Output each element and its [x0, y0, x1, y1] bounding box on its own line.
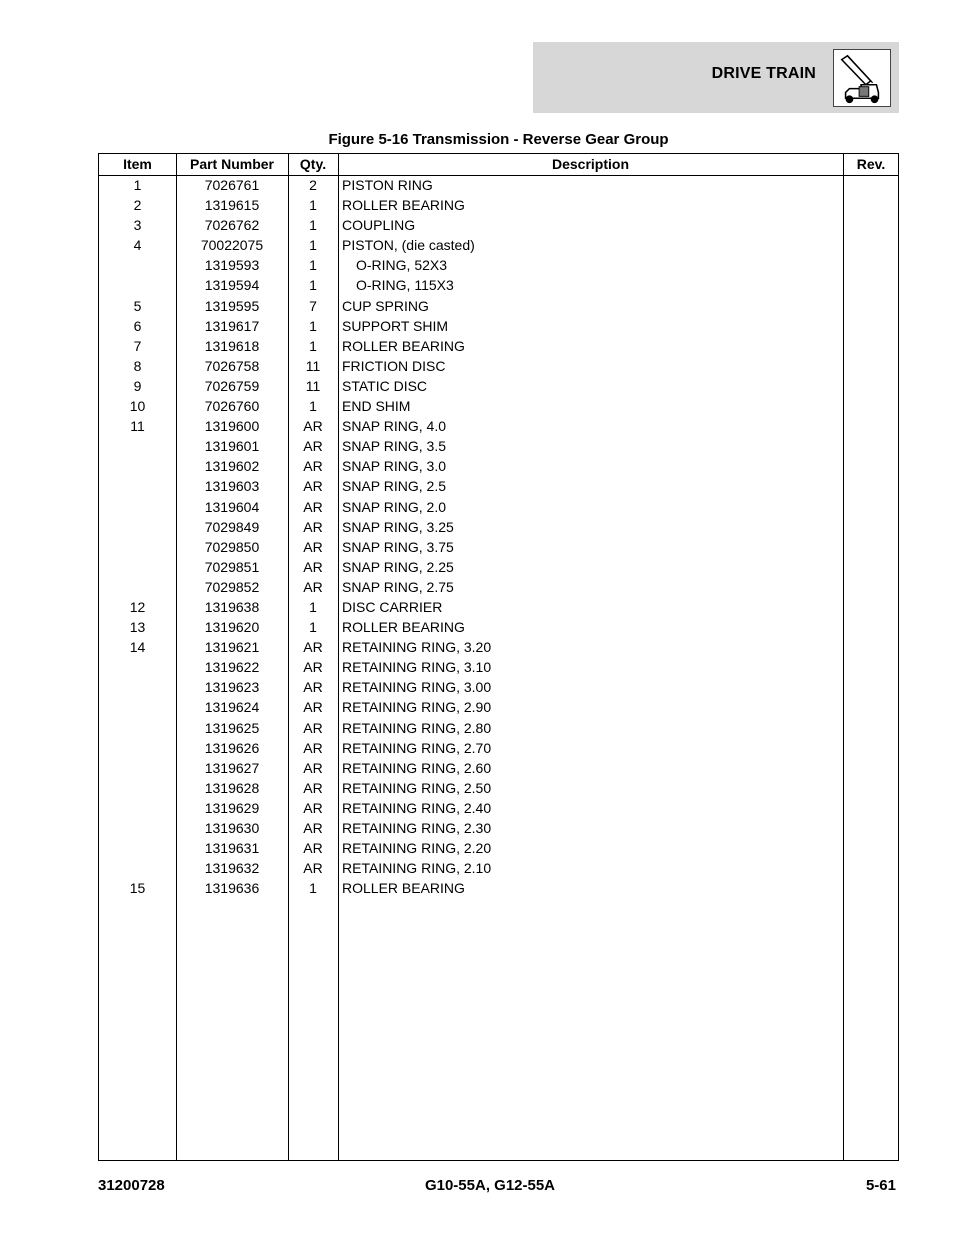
- part-number-cell: 1319632: [204, 860, 260, 877]
- table-row: [99, 838, 898, 858]
- qty-cell: AR: [303, 739, 323, 756]
- qty-cell: 1: [309, 337, 317, 354]
- description-cell: CUP SPRING: [342, 297, 429, 314]
- description-cell: ROLLER BEARING: [342, 337, 465, 354]
- qty-cell: 1: [309, 619, 317, 636]
- item-cell: 14: [129, 639, 146, 656]
- part-number-cell: 1319620: [204, 619, 260, 636]
- table-row: [99, 255, 898, 275]
- part-number-cell: 7026759: [204, 377, 260, 394]
- description-cell: RETAINING RING, 3.00: [342, 679, 492, 696]
- qty-cell: 1: [309, 398, 317, 415]
- table-row: [99, 275, 898, 295]
- table-row: [99, 356, 898, 376]
- item-cell: 8: [133, 357, 142, 374]
- description-cell: SNAP RING, 3.5: [342, 438, 447, 455]
- part-number-cell: 1319600: [204, 418, 260, 435]
- description-cell: O-RING, 52X3: [356, 257, 448, 274]
- part-number-cell: 7029852: [204, 578, 260, 595]
- qty-cell: AR: [303, 518, 323, 535]
- qty-cell: AR: [303, 840, 323, 857]
- table-row: [99, 878, 898, 898]
- qty-cell: AR: [303, 498, 323, 515]
- part-number-cell: 1319631: [204, 840, 260, 857]
- part-number-cell: 7026758: [204, 357, 260, 374]
- table-row: [99, 235, 898, 255]
- qty-cell: 1: [309, 598, 317, 615]
- description-cell: DISC CARRIER: [342, 598, 443, 615]
- part-number-cell: 1319593: [204, 257, 260, 274]
- table-row: [99, 677, 898, 697]
- qty-cell: AR: [303, 558, 323, 575]
- part-number-cell: 1319622: [204, 659, 260, 676]
- qty-cell: AR: [303, 699, 323, 716]
- part-number-cell: 1319617: [204, 317, 260, 334]
- header-item: Item: [123, 156, 152, 172]
- table-row: [99, 858, 898, 878]
- item-cell: 2: [133, 197, 142, 214]
- qty-cell: 1: [309, 217, 317, 234]
- description-cell: RETAINING RING, 2.60: [342, 759, 492, 776]
- part-number-cell: 1319623: [204, 679, 260, 696]
- table-row: [99, 376, 898, 396]
- part-number-cell: 1319618: [204, 337, 260, 354]
- parts-table: [98, 153, 899, 1161]
- table-row: [99, 818, 898, 838]
- qty-cell: 1: [309, 257, 317, 274]
- description-cell: ROLLER BEARING: [342, 880, 465, 897]
- qty-cell: AR: [303, 820, 323, 836]
- table-row: [99, 296, 898, 316]
- description-cell: RETAINING RING, 2.70: [342, 739, 492, 756]
- section-title: DRIVE TRAIN: [711, 65, 816, 82]
- item-cell: 9: [133, 377, 142, 394]
- description-cell: RETAINING RING, 2.10: [342, 860, 492, 877]
- qty-cell: AR: [303, 759, 323, 776]
- table-row: [99, 617, 898, 637]
- description-cell: COUPLING: [342, 217, 416, 234]
- qty-cell: AR: [303, 478, 323, 495]
- description-cell: ROLLER BEARING: [342, 197, 465, 214]
- qty-cell: AR: [303, 438, 323, 455]
- item-cell: 11: [130, 418, 145, 435]
- qty-cell: 1: [309, 880, 317, 897]
- header-rev: Rev.: [856, 156, 886, 172]
- description-cell: SNAP RING, 2.5: [342, 478, 447, 495]
- part-number-cell: 7029849: [204, 518, 260, 535]
- part-number-cell: 7026761: [204, 177, 260, 193]
- part-number-cell: 1319629: [204, 799, 260, 816]
- table-body: [99, 175, 898, 898]
- table-row: [99, 657, 898, 677]
- table-row: [99, 718, 898, 738]
- table-row: [99, 316, 898, 336]
- table-row: [99, 416, 898, 436]
- table-row: [99, 557, 898, 577]
- header-description: Description: [551, 156, 629, 172]
- table-row: [99, 195, 898, 215]
- description-cell: RETAINING RING, 3.20: [342, 639, 492, 656]
- description-cell: RETAINING RING, 2.20: [342, 840, 492, 857]
- description-cell: RETAINING RING, 2.90: [342, 699, 492, 716]
- part-number-cell: 1319628: [204, 779, 260, 796]
- qty-cell: AR: [303, 659, 323, 676]
- table-row: [99, 396, 898, 416]
- description-cell: ROLLER BEARING: [342, 619, 465, 636]
- item-cell: 7: [133, 337, 142, 354]
- table-row: [99, 517, 898, 537]
- description-cell: SNAP RING, 4.0: [342, 418, 447, 435]
- part-number-cell: 1319624: [204, 699, 260, 716]
- description-cell: PISTON, (die casted): [342, 237, 475, 254]
- part-number-cell: 1319630: [204, 820, 260, 836]
- qty-cell: AR: [303, 418, 323, 435]
- part-number-cell: 1319603: [204, 478, 260, 495]
- table-row: [99, 758, 898, 778]
- part-number-cell: 1319601: [204, 438, 260, 455]
- model-numbers: G10-55A, G12-55A: [424, 1177, 556, 1194]
- item-cell: 1: [133, 177, 142, 193]
- part-number-cell: 1319602: [204, 458, 260, 475]
- table-row: [99, 215, 898, 235]
- part-number-cell: 7029850: [204, 538, 260, 555]
- header-part-number: Part Number: [189, 156, 275, 172]
- table-row: [99, 597, 898, 617]
- qty-cell: AR: [303, 578, 323, 595]
- description-cell: SNAP RING, 3.25: [342, 518, 454, 535]
- part-number-cell: 70022075: [200, 237, 264, 254]
- item-cell: 4: [133, 237, 142, 254]
- part-number-cell: 7026760: [204, 398, 260, 415]
- description-cell: RETAINING RING, 2.30: [342, 820, 492, 836]
- part-number-cell: 7026762: [204, 217, 260, 234]
- part-number-cell: 1319626: [204, 739, 260, 756]
- item-cell: 6: [133, 317, 142, 334]
- table-row: [99, 537, 898, 557]
- description-cell: SUPPORT SHIM: [342, 317, 449, 334]
- table-row: [99, 697, 898, 717]
- description-cell: SNAP RING, 3.75: [342, 538, 454, 555]
- qty-cell: AR: [303, 538, 323, 555]
- table-row: [99, 778, 898, 798]
- qty-cell: AR: [303, 779, 323, 796]
- qty-cell: 1: [309, 197, 317, 214]
- qty-cell: AR: [303, 639, 323, 656]
- qty-cell: AR: [303, 679, 323, 696]
- qty-cell: 11: [305, 357, 321, 374]
- part-number-cell: 1319604: [204, 498, 260, 515]
- description-cell: STATIC DISC: [342, 377, 428, 394]
- table-row: [99, 497, 898, 517]
- qty-cell: AR: [303, 719, 323, 736]
- figure-title: Figure 5-16 Transmission - Reverse Gear Group: [328, 131, 669, 148]
- section-header-band: [533, 42, 899, 113]
- table-row: [99, 738, 898, 758]
- description-cell: FRICTION DISC: [342, 357, 446, 374]
- table-row: [99, 798, 898, 818]
- qty-cell: AR: [303, 458, 323, 475]
- part-number-cell: 1319638: [204, 598, 260, 615]
- table-row: [99, 456, 898, 476]
- description-cell: PISTON RING: [342, 177, 433, 193]
- table-row: [99, 336, 898, 356]
- description-cell: SNAP RING, 2.25: [342, 558, 454, 575]
- qty-cell: 7: [309, 297, 317, 314]
- qty-cell: AR: [303, 860, 323, 877]
- part-number-cell: 1319627: [204, 759, 260, 776]
- qty-cell: 11: [305, 377, 321, 394]
- table-row: [99, 577, 898, 597]
- item-cell: 10: [129, 398, 146, 415]
- description-cell: SNAP RING, 2.0: [342, 498, 447, 515]
- table-row: [99, 476, 898, 496]
- part-number-cell: 7029851: [204, 558, 260, 575]
- part-number-cell: 1319636: [204, 880, 260, 897]
- description-cell: END SHIM: [342, 398, 411, 415]
- qty-cell: 1: [309, 237, 317, 254]
- description-cell: RETAINING RING, 2.50: [342, 779, 492, 796]
- table-row: [99, 175, 898, 195]
- part-number-cell: 1319594: [204, 277, 260, 294]
- header-qty: Qty.: [299, 156, 327, 172]
- table-row: [99, 637, 898, 657]
- forklift-drivetrain-icon: [833, 49, 891, 107]
- description-cell: RETAINING RING, 3.10: [342, 659, 492, 676]
- page-number: 5-61: [865, 1177, 896, 1194]
- description-cell: SNAP RING, 3.0: [342, 458, 447, 475]
- document-number: 31200728: [98, 1177, 165, 1194]
- qty-cell: AR: [303, 799, 323, 816]
- description-cell: RETAINING RING, 2.40: [342, 799, 492, 816]
- item-cell: 3: [133, 217, 142, 234]
- table-row: [99, 436, 898, 456]
- qty-cell: 2: [309, 177, 317, 193]
- description-cell: O-RING, 115X3: [356, 277, 454, 294]
- item-cell: 15: [129, 880, 146, 897]
- item-cell: 12: [129, 598, 146, 615]
- part-number-cell: 1319625: [204, 719, 260, 736]
- part-number-cell: 1319621: [204, 639, 260, 656]
- item-cell: 5: [133, 297, 142, 314]
- item-cell: 13: [129, 619, 146, 636]
- qty-cell: 1: [309, 277, 317, 294]
- qty-cell: 1: [309, 317, 317, 334]
- description-cell: SNAP RING, 2.75: [342, 578, 454, 595]
- part-number-cell: 1319615: [204, 197, 260, 214]
- description-cell: RETAINING RING, 2.80: [342, 719, 492, 736]
- part-number-cell: 1319595: [204, 297, 260, 314]
